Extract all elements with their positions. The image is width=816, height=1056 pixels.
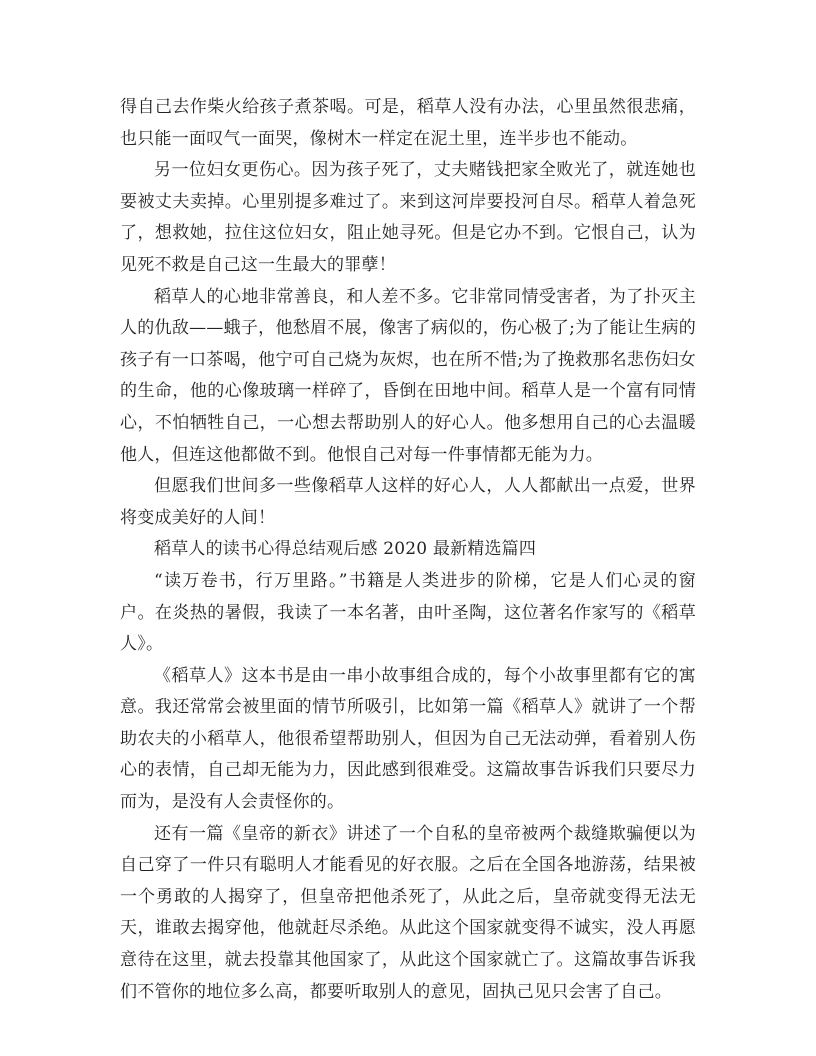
- section-heading: 稻草人的读书心得总结观后感 2020 最新精选篇四: [154, 539, 537, 560]
- document-page: [120, 92, 696, 1008]
- paragraph: “读万卷书，行万里路。”书籍是人类进步的阶梯，它是人们心灵的窗户。在炎热的暑假，我读了一本名著，由叶圣陶，这位著名作家写的《稻草人》。: [120, 570, 696, 655]
- paragraph: 还有一篇《皇帝的新衣》讲述了一个自私的皇帝被两个裁缝欺骗便以为自己穿了一件只有聪明人才能看见的好衣服。之后在全国各地游荡，结果被一个勇敢的人揭穿了，但皇帝把他杀死了，从此之后，皇帝就变得无法无天，谁敢去揭穿他，他就赶尽杀绝。从此这个国家就变得不诚实，没人再愿意待在这里，就去投靠其他国家了，从此这个国家就亡了。这篇故事告诉我们不管你的地位多么高，都要听取别人的意见，固执己见只会害了自己。: [120, 823, 696, 1002]
- paragraph: 《稻草人》这本书是由一串小故事组合成的，每个小故事里都有它的寓意。我还常常会被里面的情节所吸引，比如第一篇《稻草人》就讲了一个帮助农夫的小稻草人，他很希望帮助别人，但因为自己无法动弹，看着别人伤心的表情，自己却无能为力，因此感到很难受。这篇故事告诉我们只要尽力而为，是没有人会责怪你的。: [120, 665, 696, 813]
- paragraph-continuation: 得自己去作柴火给孩子煮茶喝。可是，稻草人没有办法，心里虽然很悲痛，也只能一面叹气一面哭，像树木一样定在泥土里，连半步也不能动。: [120, 97, 696, 149]
- paragraph: 另一位妇女更伤心。因为孩子死了，丈夫赌钱把家全败光了，就连她也要被丈夫卖掉。心里别提多难过了。来到这河岸要投河自尽。稻草人着急死了，想救她，拉住这位妇女，阻止她寻死。但是它办不到。它恨自己，认为见死不救是自己这一生最大的罪孽！: [120, 160, 696, 275]
- paragraph: 但愿我们世间多一些像稻草人这样的好心人，人人都献出一点爱，世界将变成美好的人间！: [120, 476, 696, 528]
- paragraph: 稻草人的心地非常善良，和人差不多。它非常同情受害者，为了扑灭主人的仇敌——蛾子，他愁眉不展，像害了病似的，伤心极了;为了能让生病的孩子有一口茶喝，他宁可自己烧为灰烬，也在所不惜;为了挽救那名悲伤妇女的生命，他的心像玻璃一样碎了，昏倒在田地中间。稻草人是一个富有同情心，不怕牺牲自己，一心想去帮助别人的好心人。他多想用自己的心去温暖他人，但连这他都做不到。他恨自己对每一件事情都无能为力。: [120, 286, 696, 465]
